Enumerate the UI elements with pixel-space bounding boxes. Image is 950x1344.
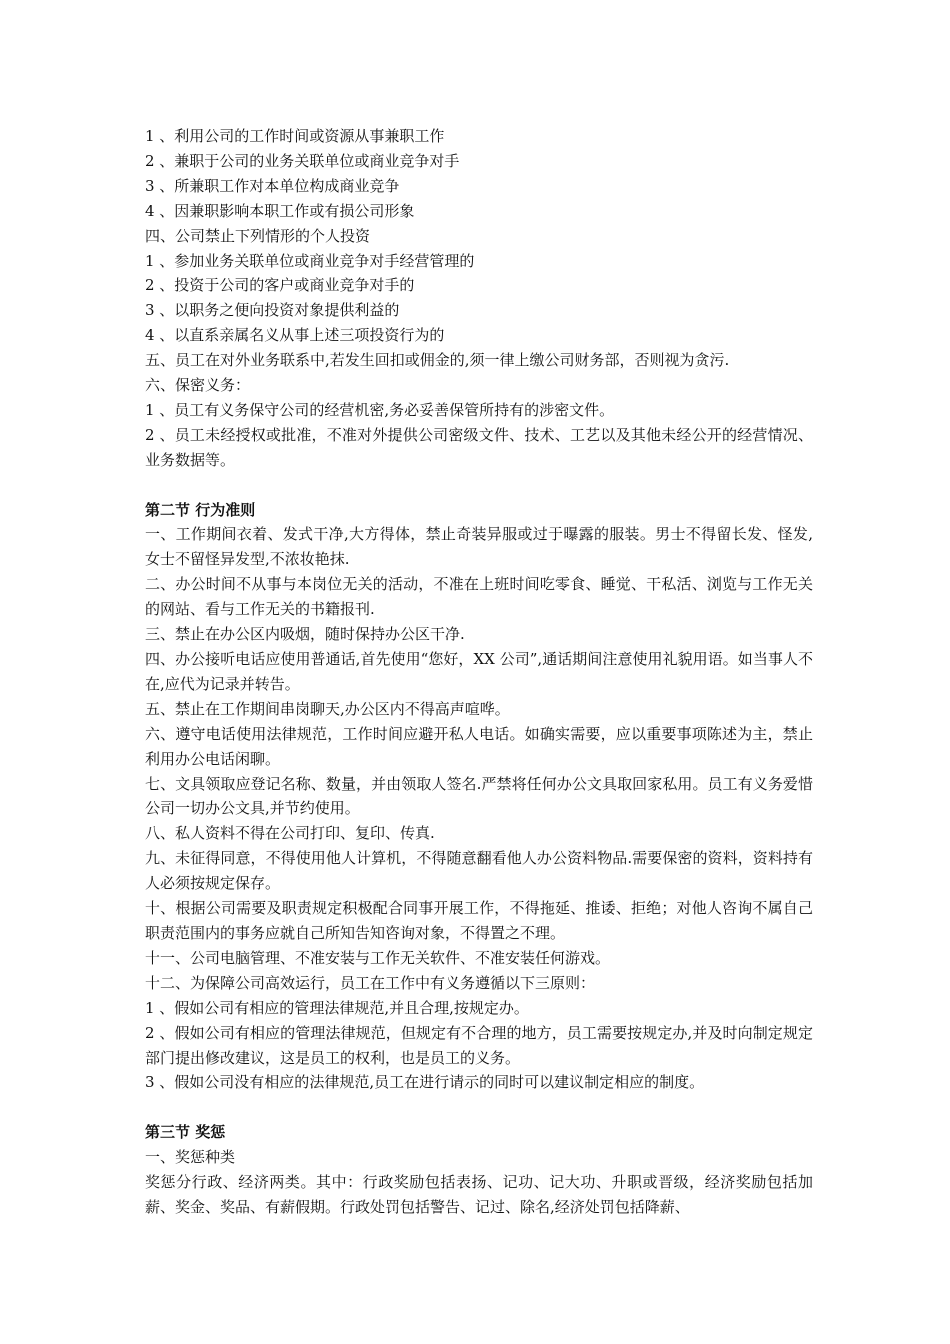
list-item: 2 、兼职于公司的业务关联单位或商业竞争对手 (145, 151, 460, 170)
section-heading: 第三节 奖惩 (145, 1123, 226, 1142)
list-item: 四、公司禁止下列情形的个人投资 (145, 226, 371, 245)
paragraph: 2 、假如公司有相应的管理法律规范，但规定有不合理的地方，员工需要按规定办,并及时向制定规定部门提出修改建议，这是员工的权利，也是员工的义务。 (145, 1023, 813, 1067)
paragraph: 九、未征得同意，不得使用他人计算机，不得随意翻看他人办公资料物品.需要保密的资料，资料持有人必须按规定保存。 (145, 849, 813, 893)
list-item: 五、员工在对外业务联系中,若发生回扣或佣金的,须一律上缴公司财务部，否则视为贪污. (145, 351, 730, 370)
intro-list (145, 124, 813, 473)
paragraph: 七、文具领取应登记名称、数量，并由领取人签名.严禁将任何办公文具取回家私用。员工有义务爱惜公司一切办公文具,并节约使用。 (145, 774, 813, 818)
paragraph: 一、工作期间衣着、发式干净,大方得体，禁止奇装异服或过于曝露的服装。男士不得留长发、怪发,女士不留怪异发型,不浓妆艳抹. (145, 525, 813, 569)
paragraph: 一、奖惩种类 (145, 1148, 236, 1167)
paragraph: 五、禁止在工作期间串岗聊天,办公区内不得高声喧哗。 (145, 699, 510, 718)
paragraph: 八、私人资料不得在公司打印、复印、传真. (145, 824, 435, 843)
list-item: 3 、以职务之便向投资对象提供利益的 (145, 301, 400, 320)
list-item: 4 、以直系亲属名义从事上述三项投资行为的 (145, 326, 445, 345)
list-item: 2 、投资于公司的客户或商业竞争对手的 (145, 276, 415, 295)
paragraph: 四、办公接听电话应使用普通话,首先使用“您好，XX 公司”,通话期间注意使用礼貌用语。如当事人不在,应代为记录并转告。 (145, 650, 813, 693)
document-page (145, 124, 813, 1220)
list-item: 1 、员工有义务保守公司的经营机密,务必妥善保管所持有的涉密文件。 (145, 400, 615, 419)
paragraph: 三、禁止在办公区内吸烟，随时保持办公区干净. (145, 625, 465, 644)
list-item: 六、保密义务： (145, 376, 251, 395)
section-rewards (145, 1120, 813, 1220)
list-item: 1 、参加业务关联单位或商业竞争对手经营管理的 (145, 251, 475, 270)
paragraph: 十二、为保障公司高效运行，员工在工作中有义务遵循以下三原则： (145, 973, 596, 992)
paragraph: 二、办公时间不从事与本岗位无关的活动，不准在上班时间吃零食、睡觉、干私活、浏览与工作无关的网站、看与工作无关的书籍报刊. (145, 575, 813, 619)
section-conduct (145, 498, 813, 1096)
list-item: 1 、利用公司的工作时间或资源从事兼职工作 (145, 127, 445, 145)
list-item: 2 、员工未经授权或批准，不准对外提供公司密级文件、技术、工艺以及其他未经公开的经营情况、业务数据等。 (145, 425, 813, 469)
section-heading: 第二节 行为准则 (145, 500, 256, 519)
paragraph: 3 、假如公司没有相应的法律规范,员工在进行请示的同时可以建议制定相应的制度。 (145, 1073, 705, 1092)
paragraph: 十一、公司电脑管理、不准安装与工作无关软件、不准安装任何游戏。 (145, 948, 611, 967)
paragraph: 十、根据公司需要及职责规定积极配合同事开展工作，不得拖延、推诿、拒绝；对他人咨询不属自己职责范围内的事务应就自己所知告知咨询对象，不得置之不理。 (145, 899, 813, 942)
list-item: 3 、所兼职工作对本单位构成商业竞争 (145, 176, 400, 195)
paragraph: 1 、假如公司有相应的管理法律规范,并且合理,按规定办。 (145, 998, 529, 1017)
paragraph: 奖惩分行政、经济两类。其中：行政奖励包括表扬、记功、记大功、升职或晋级，经济奖励包括加薪、奖金、奖品、有薪假期。行政处罚包括警告、记过、除名,经济处罚包括降薪、 (145, 1173, 813, 1216)
list-item: 4 、因兼职影响本职工作或有损公司形象 (145, 201, 415, 220)
paragraph: 六、遵守电话使用法律规范，工作时间应避开私人电话。如确实需要，应以重要事项陈述为主，禁止利用办公电话闲聊。 (145, 724, 813, 768)
